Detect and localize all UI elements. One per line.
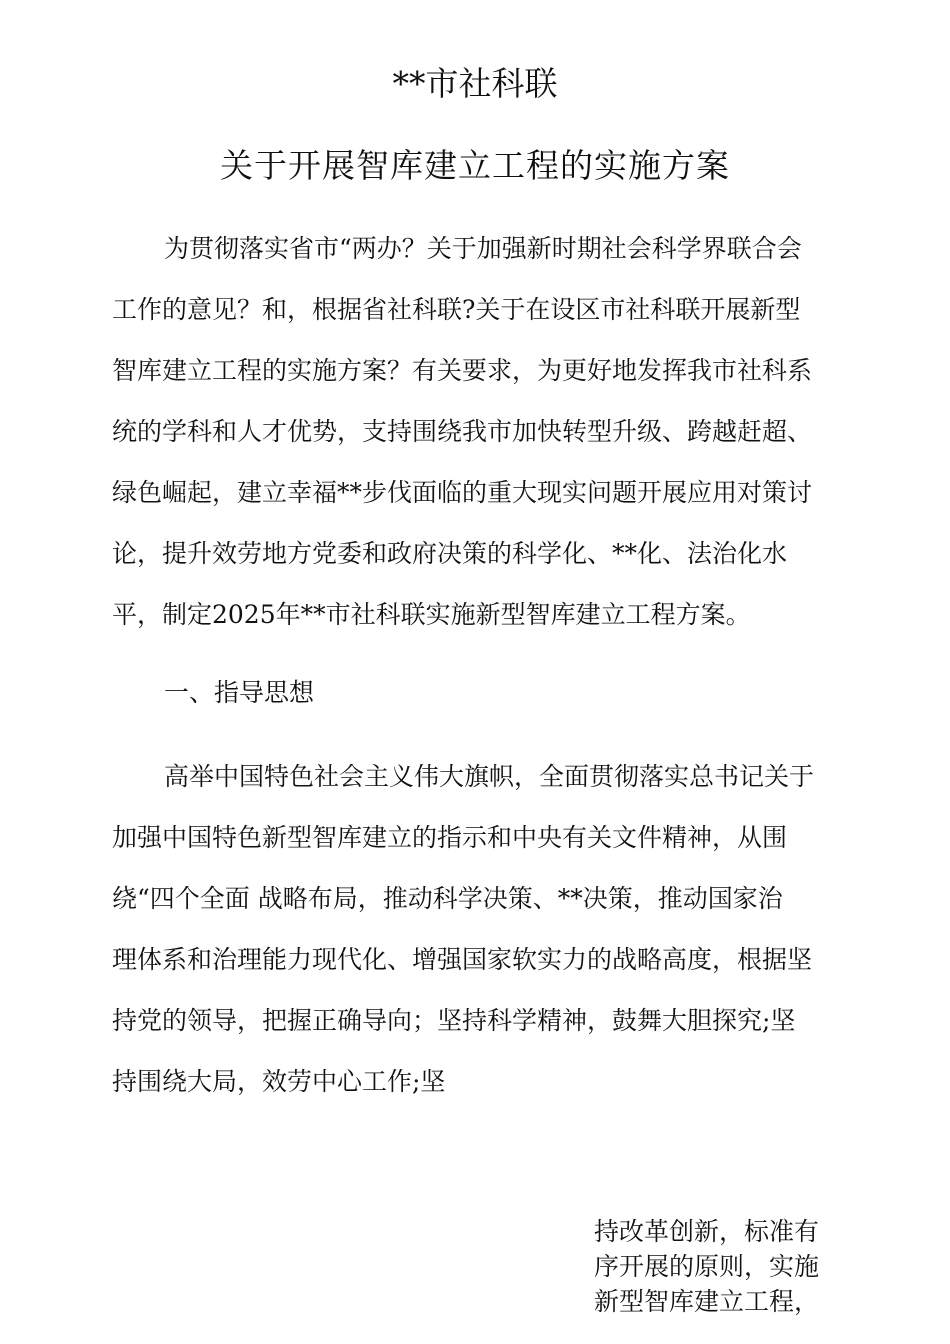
paragraph-line: 持党的领导，把握正确导向；坚持科学精神，鼓舞大胆探究;坚 (112, 1006, 796, 1035)
paragraph-line: 工作的意见？和，根据省社科联?关于在设区市社科联开展新型 (112, 295, 801, 324)
paragraph-line: 智库建立工程的实施方案？有关要求，为更好地发挥我市社科系 (112, 356, 813, 385)
document-title: **市社科联 (392, 64, 558, 103)
paragraph-line: 平，制定2025年**市社科联实施新型智库建立工程方案。 (112, 600, 751, 629)
paragraph-line: 理体系和治理能力现代化、增强国家软实力的战略高度，根据坚 (112, 945, 813, 974)
fragment-line: 新型智库建立工程， (594, 1287, 820, 1316)
fragment-line: 持改革创新，标准有 (594, 1217, 820, 1246)
paragraph-line: 高举中国特色社会主义伟大旗帜，全面贯彻落实总书记关于 (164, 762, 815, 791)
paragraph-line: 持围绕大局，效劳中心工作;坚 (112, 1067, 446, 1096)
paragraph-line: 为贯彻落实省市“两办？关于加强新时期社会科学界联合会 (164, 234, 802, 263)
paragraph-line: 论，提升效劳地方党委和政府决策的科学化、**化、法治化水 (112, 539, 788, 568)
paragraph-intro (112, 218, 846, 645)
continued-text-fragment (594, 1214, 834, 1319)
paragraph-line: 绕“四个全面 战略布局，推动科学决策、**决策，推动国家治 (112, 884, 783, 913)
paragraph-line: 统的学科和人才优势，支持围绕我市加快转型升级、跨越赶超、 (112, 417, 813, 446)
paragraph-guiding-ideology (112, 746, 846, 1112)
fragment-line: 序开展的原则，实施 (594, 1252, 820, 1281)
section-heading-guiding-ideology: 一、指导思想 (164, 678, 315, 707)
paragraph-line: 加强中国特色新型智库建立的指示和中央有关文件精神，从围 (112, 823, 788, 852)
document-subtitle: 关于开展智库建立工程的实施方案 (220, 146, 730, 185)
paragraph-line: 绿色崛起，建立幸福**步伐面临的重大现实问题开展应用对策讨 (112, 478, 813, 507)
